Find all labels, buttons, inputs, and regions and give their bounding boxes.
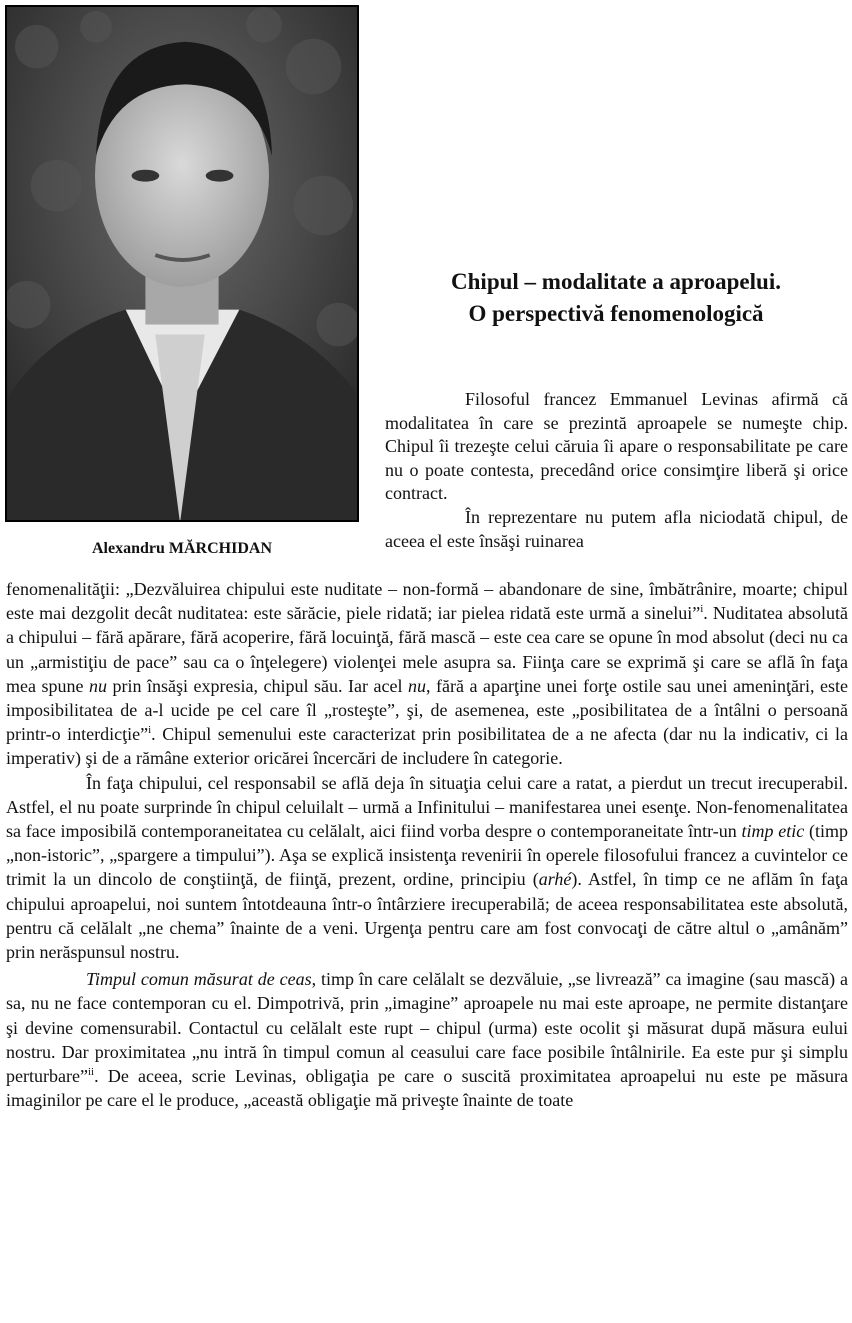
text-run: fenomenalităţii: „Dezvăluirea chipului este nuditate – non-formă – abandonare de sine, îmbătrânire, moarte; chipul este mai dezgolit decât nuditatea: este sărăcie, piele ridată; iar pielea ridată este urmă a sinelui” bbox=[6, 579, 848, 624]
emphasis: nu bbox=[89, 675, 108, 696]
photo-caption: Alexandru MĂRCHIDAN bbox=[92, 540, 272, 557]
portrait-photo-icon bbox=[7, 7, 357, 520]
text-run: ). Astfel, în timp ce ne aflăm în faţa chipului aproapelui, noi suntem întotdeauna într-o întârziere irecuperabilă; de aceea responsabilitatea este absolută, pentru că celălalt „ne chema” înainte de a veni. Urgenţa pentru care am fost convocaţi de către altul o „amânăm” prin nerăspunsul nostru. bbox=[6, 869, 848, 963]
text-run: (timp „non-istoric”, „spargere a timpului”). Aşa se explică insistenţa revenirii în operele filosofului francez a cuvintelor ce trimit la un dincolo de conştiinţă, de fiinţă, prezent, ordine, principiu ( bbox=[6, 821, 848, 890]
paragraph-2-start: În reprezentare nu putem afla niciodată chipul, de aceea el este însăşi ruinarea bbox=[385, 506, 848, 551]
text-run: , fără a aparţine unei forţe ostile sau unei ameninţări, este imposibilitatea de a-l ucide pe cel care îl „rosteşte”, şi, de asemenea, este „posibilitatea de a întâlni o persoană printr-o interdicţie” bbox=[6, 675, 848, 745]
footnote-marker: ii bbox=[87, 1066, 95, 1079]
emphasis: arhé bbox=[538, 869, 572, 890]
author-photo bbox=[5, 5, 359, 522]
footnote-marker: i bbox=[148, 724, 152, 737]
paragraph-2-continued bbox=[6, 577, 848, 771]
text-run: În faţa chipului, cel responsabil se află deja în situaţia celui care a ratat, a pierdut un trecut irecuperabil. Astfel, el nu poate surprinde în chipul celuilalt – urmă a Infinitului – manifestarea unei esenţe. Non-fenomenalitatea sa face imposibilă contemporaneitatea cu celălalt, aici fiind vorba despre o contemporaneitate într-un bbox=[6, 772, 848, 842]
article-body bbox=[6, 577, 848, 1112]
emphasis: nu bbox=[408, 675, 427, 696]
article-title bbox=[385, 266, 847, 330]
text-run: prin însăşi expresia, chipul său. Iar acel bbox=[107, 675, 409, 696]
paragraph-3 bbox=[6, 771, 848, 965]
footnote-marker: i bbox=[700, 603, 704, 616]
paragraph-4 bbox=[6, 967, 848, 1112]
emphasis: Timpul comun măsurat de ceas bbox=[86, 969, 312, 990]
text-run: , timp în care celălalt se dezvăluie, „se livrează” ca imagine (sau mască) a sa, nu ne face contemporan cu el. Dimpotrivă, prin „imagine” aproapele nu mai este aproape, ne permite distanţare şi devine comensurabil. Contactul cu celălalt este rupt – chipul (urma) este ocolit şi măsurat după măsura eului nostru. Dar proximitatea „nu intră în timpul comun al ceasului care face posibile întâlnirile. Ea este pur şi simplu perturbare” bbox=[6, 969, 848, 1087]
title-line-2: O perspectivă fenomenologică bbox=[468, 301, 764, 326]
text-run: . De aceea, scrie Levinas, obligaţia pe care o suscită proximitatea aproapelui nu este pe măsura imaginilor pe care el le produce, „această obligaţie mă priveşte înainte de toate bbox=[6, 1066, 848, 1111]
text-run: . Chipul semenului este caracterizat prin posibilitatea de a ne afecta (dar nu la indicativ, ci la imperativ) şi de a rămâne exterior oricărei încercări de includere în categorie. bbox=[6, 724, 848, 769]
text-run: . Nuditatea absolută a chipului – fără apărare, fără acoperire, fără locuinţă, fără mască – este cea care se opune în mod absolut (deci nu ca un „armistiţiu de pace” sau ca o înţelegere) violenţei mele asupra sa. Fiinţa care se exprimă şi care se află în faţa mea spune bbox=[6, 603, 848, 696]
title-line-1: Chipul – modalitate a aproapelui. bbox=[451, 269, 781, 294]
intro-column bbox=[385, 388, 848, 553]
emphasis: timp etic bbox=[741, 821, 805, 842]
paragraph-1: Filosoful francez Emmanuel Levinas afirmă că modalitatea în care se prezintă aproapele se numeşte chip. Chipul îi trezeşte celui căruia îi apare o responsabilitate pe care nu o poate contesta, precedând orice consimţire liberă şi orice contract. bbox=[385, 389, 848, 504]
